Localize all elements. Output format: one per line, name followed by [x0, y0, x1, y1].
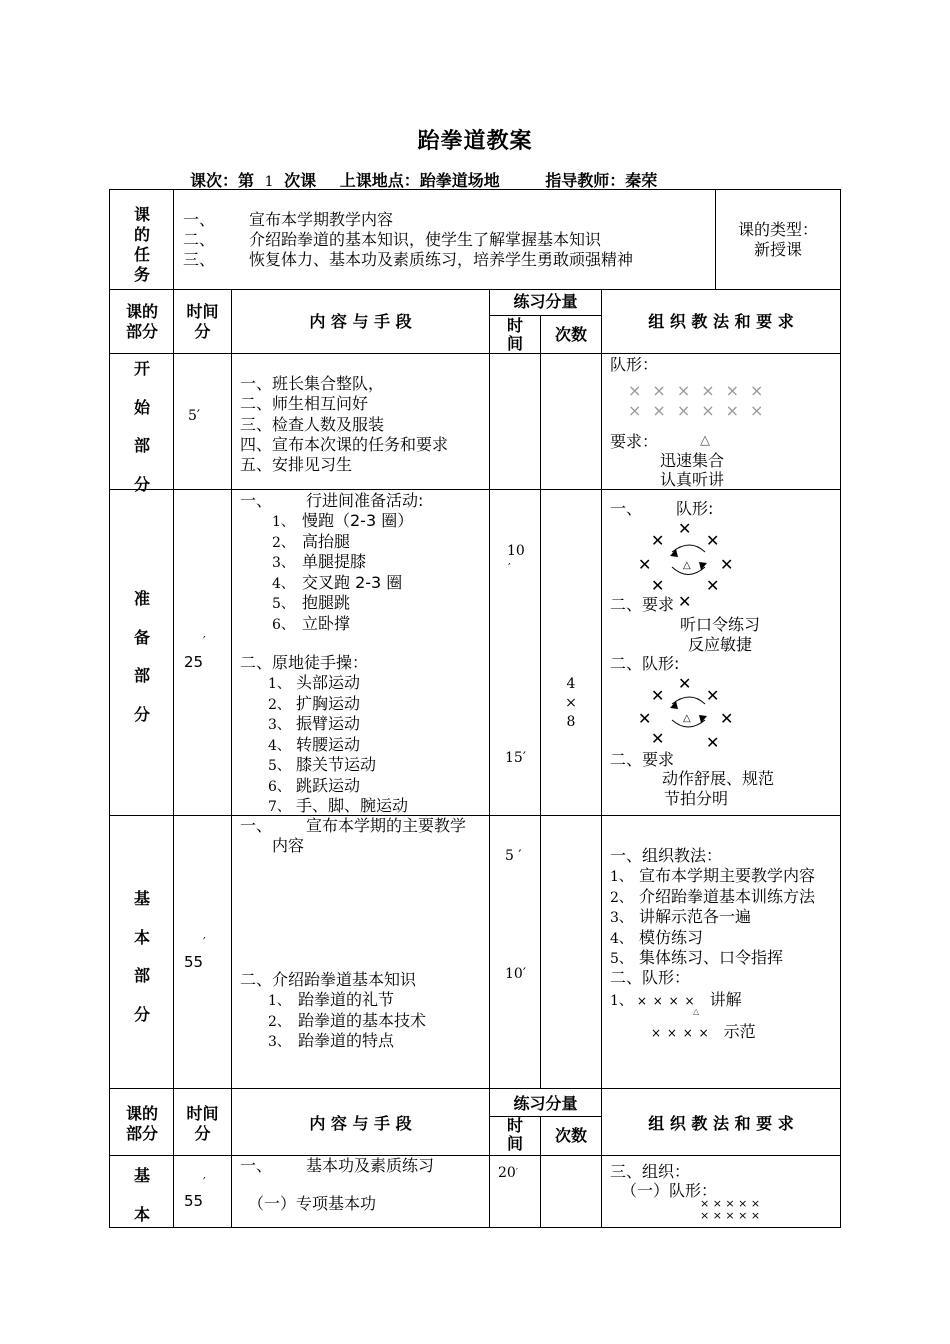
header2-load-time: 时 间 — [506, 1116, 523, 1153]
start-formation-marks: ×××××× ×××××× — [628, 381, 775, 420]
prep-list-a: 1、 慢跑（2-3 圈） 2、 高抬腿 3、 单腿提膝 4、 交叉跑 2-3 圈 5、 抱腿跳 6、 立卧撑 — [272, 511, 414, 633]
start-require-label: 要求： — [610, 432, 659, 451]
basic2-formation-marks: × × × × × × × × × × — [700, 1197, 761, 1222]
basic-content-a2: 内容 — [272, 836, 305, 855]
basic-formation-row-2: × × × × 示范 — [651, 1022, 756, 1041]
lesson-teacher: 指导教师：秦荣 — [545, 171, 658, 190]
start-require-items: 迅速集合 认真听讲 — [660, 451, 725, 489]
prep-time: 25 — [184, 653, 204, 671]
header-load: 练习分量 — [513, 292, 578, 311]
basic-triangle-icon: △ — [693, 1007, 700, 1016]
basic2-content-b: （一）专项基本功 — [248, 1194, 377, 1213]
prep-content-b: 二、原地徒手操： — [240, 653, 369, 672]
basic-time: 55 — [184, 953, 204, 971]
basic2-load-time: 20′ — [498, 1165, 518, 1181]
header-part: 课的 部分 — [125, 302, 158, 341]
basic2-content-a: 一、 基本功及素质练习 — [240, 1156, 435, 1175]
basic-method-items: 1、 宣布本学期主要教学内容 2、 介绍跆拳道基本训练方法 3、 讲解示范各一遍 4、 模仿练习 5、 集体练习、口令指挥 — [610, 866, 816, 967]
basic-formation-row-1: 1、 × × × × 讲解 — [610, 990, 742, 1009]
prep-load-time-a: 10 — [507, 543, 525, 559]
prep-list-b: 1、 头部运动 2、 扩胸运动 3、 振臂运动 4、 转腰运动 5、 膝关节运动 6、 跳跃运动 7、 手、脚、腕运动 — [268, 673, 409, 815]
header2-load-count: 次数 — [554, 1126, 587, 1145]
task-list: 一、 宣布本学期教学内容 二、 介绍跆拳道的基本知识，使学生了解掌握基本知识 三、 恢复体力、基本功及素质练习，培养学生勇敢顽强精神 — [183, 210, 634, 269]
start-time: 5′ — [188, 408, 201, 424]
prep-load-count: 4 × 8 — [565, 676, 577, 730]
prep-label: 准 备 部 分 — [133, 589, 150, 724]
prep-method-4: 二、要求 — [610, 750, 675, 769]
prep-load-time-a-prime: ′ — [508, 561, 511, 575]
page-title: 跆拳道教案 — [417, 129, 533, 154]
prep-method-2: 二、要求 — [610, 595, 675, 614]
lesson-type: 课的类型： 新授课 — [737, 220, 818, 259]
header-time: 时间 分 — [186, 302, 219, 341]
lesson-unit: 次课 — [284, 171, 317, 190]
start-label: 开 始 部 分 — [133, 359, 150, 494]
start-content: 一、班长集合整队， 二、师生相互问好 三、检查人数及服装 四、宣布本次课的任务和要求 五、安排见习生 — [240, 374, 449, 475]
basic2-label: 基 本 — [133, 1166, 150, 1224]
header2-time: 时间 分 — [186, 1104, 219, 1143]
header-method: 组 织 教 法 和 要 求 — [648, 312, 794, 331]
basic-load-time-b: 10′ — [505, 966, 526, 982]
basic2-time: 55 — [184, 1192, 204, 1210]
header-load-time: 时 间 — [506, 316, 523, 353]
triangle-icon: △ — [700, 433, 710, 448]
basic-load-time-a: 5 ′ — [505, 848, 522, 864]
basic2-method-b: （一）队形： — [621, 1181, 718, 1200]
lesson-number: 1 — [264, 174, 274, 190]
basic-formation-label: 二、队形： — [610, 968, 691, 987]
lesson-place: 上课地点：跆拳道场地 — [339, 171, 500, 190]
basic-method-title: 一、组织教法： — [610, 846, 723, 865]
prep-method-3: 二、队形: — [610, 654, 680, 673]
prep-method-1: 一、 队形: — [610, 499, 714, 518]
prep-load-time-b: 15′ — [505, 750, 526, 766]
start-formation-label: 队形： — [610, 355, 659, 374]
prep-time-prime: ′ — [203, 634, 206, 648]
basic2-time-prime: ′ — [203, 1175, 206, 1189]
lesson-info — [190, 168, 657, 191]
basic-list-b: 1、 跆拳道的礼节 2、 跆拳道的基本技术 3、 跆拳道的特点 — [268, 990, 427, 1050]
header2-method: 组 织 教 法 和 要 求 — [648, 1114, 794, 1133]
lesson-label: 课次：第 — [190, 171, 255, 190]
header2-part: 课的 部分 — [125, 1104, 158, 1143]
header-load-count: 次数 — [554, 325, 587, 344]
prep-content-a: 一、 行进间准备活动: — [240, 491, 424, 510]
basic2-method-a: 三、组织： — [610, 1162, 691, 1181]
basic-content-a: 一、 宣布本学期的主要教学 — [240, 816, 467, 835]
prep-method-2-items: 听口令练习 反应敏捷 — [680, 615, 761, 654]
basic-content-b: 二、介绍跆拳道基本知识 — [240, 970, 417, 989]
header2-load: 练习分量 — [513, 1094, 578, 1113]
header2-content: 内 容 与 手 段 — [309, 1114, 412, 1133]
task-label: 课 的 任 务 — [133, 205, 150, 284]
basic-label: 基 本 部 分 — [133, 889, 150, 1024]
prep-method-4-items: 动作舒展、规范 节拍分明 — [662, 769, 775, 808]
basic-time-prime: ′ — [203, 935, 206, 949]
header-content: 内 容 与 手 段 — [309, 312, 412, 331]
